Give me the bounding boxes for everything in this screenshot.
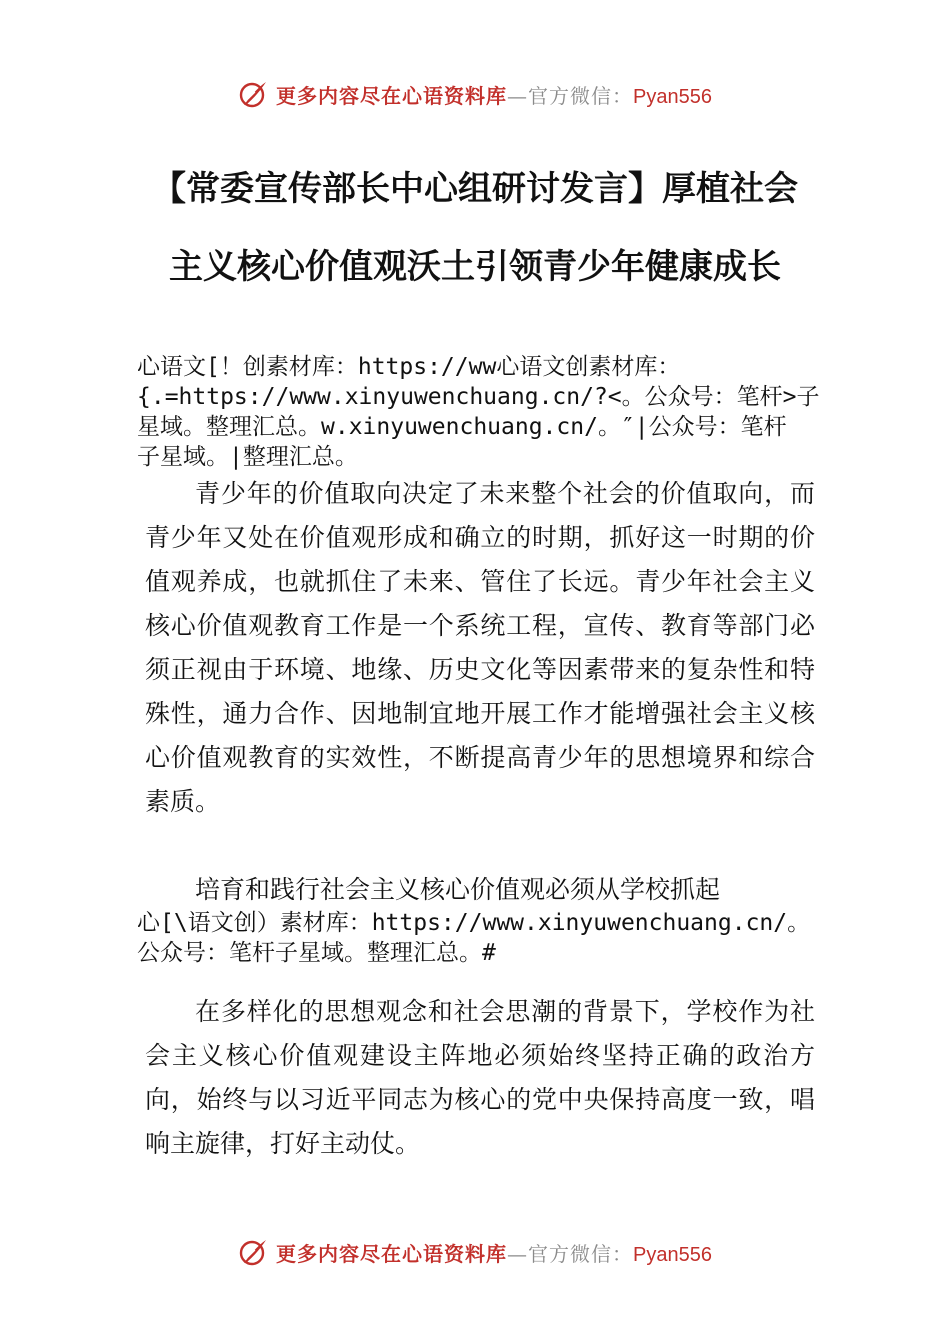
- body-paragraph: 在多样化的思想观念和社会思潮的背景下，学校作为社会主义核心价值观建设主阵地必须始终坚持正确的政治方向，始终与以习近平同志为核心的党中央保持高度一致，唱响主旋律，打好主动仗。: [145, 997, 815, 1158]
- banner-wechat-id: Pyan556: [633, 85, 712, 108]
- banner-wechat-label: 官方微信：: [528, 1241, 634, 1266]
- document-title: [0, 150, 950, 306]
- banner-dash: —: [507, 83, 529, 108]
- quill-logo-icon: [238, 1237, 268, 1267]
- banner-brand: 更多内容尽在心语资料库: [276, 83, 508, 108]
- header-banner: [0, 74, 950, 114]
- source-note: 心语文[！创素材库：https://ww心语文创素材库： {.=https://www.xinyuwenchuang.cn/?<。公众号：笔杆>子 星域。整理汇总。w.xinyuwenchuang.cn/。″|公众号：笔杆 子星域。|整理汇总。: [137, 354, 820, 470]
- banner-wechat-id: Pyan556: [633, 1243, 712, 1266]
- source-note: 心[\语文创）素材库：https://www.xinyuwenchuang.cn/。 公众号：笔杆子星域。整理汇总。#: [137, 910, 811, 966]
- title-line-2: 主义核心价值观沃土引领青少年健康成长: [169, 247, 781, 287]
- footer-banner: [0, 1232, 950, 1272]
- banner-text: [276, 1238, 712, 1267]
- banner-wechat-label: 官方微信：: [528, 83, 634, 108]
- body-paragraph: 青少年的价值取向决定了未来整个社会的价值取向，而青少年又处在价值观形成和确立的时期，抓好这一时期的价值观养成，也就抓住了未来、管住了长远。青少年社会主义核心价值观教育工作是一个系统工程，宣传、教育等部门必须正视由于环境、地缘、历史文化等因素带来的复杂性和特殊性，通力合作、因地制宜地开展工作才能增强社会主义核心价值观教育的实效性，不断提高青少年的思想境界和综合素质。: [145, 479, 815, 816]
- title-line-1: 【常委宣传部长中心组研讨发言】厚植社会: [152, 169, 798, 209]
- quill-logo-icon: [238, 79, 268, 109]
- banner-brand: 更多内容尽在心语资料库: [276, 1241, 508, 1266]
- section-heading: 培育和践行社会主义核心价值观必须从学校抓起: [195, 875, 721, 904]
- banner-text: [276, 80, 712, 109]
- banner-dash: —: [507, 1241, 529, 1266]
